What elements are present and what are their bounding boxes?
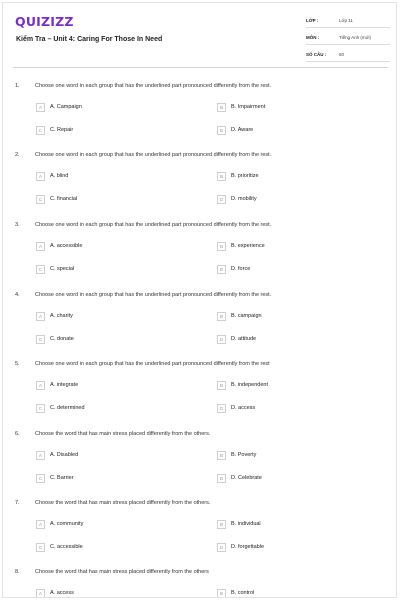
option-letter-box: D (217, 195, 226, 204)
option-b[interactable] (217, 450, 256, 460)
option-letter-box: C (36, 335, 45, 344)
option-text: B. prioritize (231, 173, 259, 179)
option-a[interactable] (36, 102, 82, 112)
option-d[interactable] (217, 334, 256, 344)
meta-value: Tiếng Anh (mới) (339, 35, 372, 40)
option-text: A. integrate (50, 382, 79, 388)
option-text: A. blind (50, 173, 69, 179)
option-b[interactable] (217, 311, 262, 321)
option-text: C. determined (50, 405, 85, 411)
question-number: 2. (15, 152, 20, 158)
option-letter-box: D (217, 126, 226, 135)
option-text: B. individual (231, 521, 261, 527)
meta-row-count (306, 48, 390, 62)
option-a[interactable] (36, 171, 68, 181)
option-b[interactable] (217, 241, 265, 251)
option-a[interactable] (36, 311, 73, 321)
option-a[interactable] (36, 519, 83, 529)
option-text: D. Aware (231, 127, 254, 133)
option-letter-box: C (36, 474, 45, 483)
option-text: C. accessible (50, 544, 83, 550)
option-letter-box: B (217, 242, 226, 251)
question-number: 6. (15, 431, 20, 437)
option-text: B. independent (231, 382, 269, 388)
meta-row-class (306, 14, 390, 28)
option-letter-box: B (217, 451, 226, 460)
option-letter-box: D (217, 543, 226, 552)
page-title: Kiểm Tra – Unit 4: Caring For Those In Need (16, 36, 163, 43)
option-d[interactable] (217, 542, 264, 552)
option-d[interactable] (217, 125, 253, 135)
option-b[interactable] (217, 102, 265, 112)
question-number: 8. (15, 569, 20, 575)
meta-row-subject (306, 31, 390, 45)
option-c[interactable] (36, 403, 85, 413)
option-text: A. Campaign (50, 104, 82, 110)
header-divider (13, 67, 388, 68)
option-letter-box: A (36, 242, 45, 251)
option-b[interactable] (217, 519, 261, 529)
meta-panel (306, 14, 390, 65)
option-letter-box: B (217, 312, 226, 321)
option-a[interactable] (36, 588, 74, 598)
option-text: C. special (50, 266, 75, 272)
option-b[interactable] (217, 380, 268, 390)
option-letter-box: D (217, 404, 226, 413)
option-text: D. force (231, 266, 251, 272)
option-letter-box: B (217, 381, 226, 390)
quizizz-logo: QUIZIZZ (15, 14, 74, 29)
option-letter-box: C (36, 195, 45, 204)
option-d[interactable] (217, 264, 250, 274)
option-letter-box: B (217, 172, 226, 181)
question-text: Choose the word that has main stress placed differently from the others. (35, 500, 211, 506)
option-text: A. accessible (50, 243, 83, 249)
option-letter-box: A (36, 381, 45, 390)
option-c[interactable] (36, 125, 73, 135)
option-letter-box: C (36, 126, 45, 135)
option-a[interactable] (36, 241, 82, 251)
option-text: C. financial (50, 196, 78, 202)
option-letter-box: B (217, 520, 226, 529)
meta-value: 50 (339, 52, 345, 57)
option-letter-box: A (36, 103, 45, 112)
meta-label: MÔN : (306, 35, 320, 40)
question-number: 4. (15, 292, 20, 298)
option-text: B. experience (231, 243, 265, 249)
option-a[interactable] (36, 380, 78, 390)
question-text: Choose one word in each group that has the underlined part pronounced differently from the rest. (35, 152, 272, 158)
option-letter-box: D (217, 335, 226, 344)
option-text: C. donate (50, 336, 74, 342)
option-letter-box: B (217, 103, 226, 112)
option-text: D. access (231, 405, 256, 411)
option-letter-box: C (36, 543, 45, 552)
option-text: C. Repair (50, 127, 74, 133)
option-c[interactable] (36, 542, 83, 552)
question-text: Choose the word that has main stress placed differently from the others (35, 569, 209, 575)
option-text: B. Poverty (231, 452, 257, 458)
option-text: A. charity (50, 313, 73, 319)
meta-label: LỚP : (306, 18, 319, 23)
option-text: A. community (50, 521, 84, 527)
option-letter-box: D (217, 474, 226, 483)
worksheet-page (2, 2, 397, 598)
option-d[interactable] (217, 473, 262, 483)
question-text: Choose the word that has main stress placed differently from the others. (35, 431, 211, 437)
option-letter-box: D (217, 265, 226, 274)
option-text: A. Disabled (50, 452, 79, 458)
option-d[interactable] (217, 403, 255, 413)
option-b[interactable] (217, 171, 259, 181)
question-text: Choose one word in each group that has the underlined part pronounced differently from the rest (35, 361, 270, 367)
question-number: 1. (15, 83, 20, 89)
option-text: D. mobility (231, 196, 257, 202)
option-text: B. campaign (231, 313, 262, 319)
meta-value: Lớp 11 (339, 18, 353, 23)
option-b[interactable] (217, 588, 254, 598)
option-letter-box: A (36, 172, 45, 181)
option-text: C. Barrier (50, 475, 74, 481)
option-text: B. Impairment (231, 104, 266, 110)
question-text: Choose one word in each group that has the underlined part pronounced differently from the rest. (35, 292, 272, 298)
question-text: Choose one word in each group that has the underlined part pronounced differently from the rest. (35, 222, 272, 228)
question-number: 3. (15, 222, 20, 228)
option-letter-box: C (36, 404, 45, 413)
option-letter-box: A (36, 589, 45, 598)
option-c[interactable] (36, 473, 74, 483)
option-a[interactable] (36, 450, 78, 460)
option-text: D. attitude (231, 336, 257, 342)
meta-label: SỐ CÂU : (306, 52, 327, 57)
option-letter-box: A (36, 520, 45, 529)
question-number: 7. (15, 500, 20, 506)
option-d[interactable] (217, 194, 257, 204)
option-text: A. access (50, 590, 74, 596)
option-c[interactable] (36, 264, 74, 274)
option-text: D. Celebrate (231, 475, 262, 481)
question-number: 5. (15, 361, 20, 367)
question-text: Choose one word in each group that has the underlined part pronounced differently from the rest. (35, 83, 272, 89)
option-text: B. control (231, 590, 255, 596)
option-letter-box: A (36, 451, 45, 460)
option-letter-box: B (217, 589, 226, 598)
option-letter-box: A (36, 312, 45, 321)
option-c[interactable] (36, 194, 77, 204)
option-text: D. forgettable (231, 544, 265, 550)
option-c[interactable] (36, 334, 74, 344)
option-letter-box: C (36, 265, 45, 274)
